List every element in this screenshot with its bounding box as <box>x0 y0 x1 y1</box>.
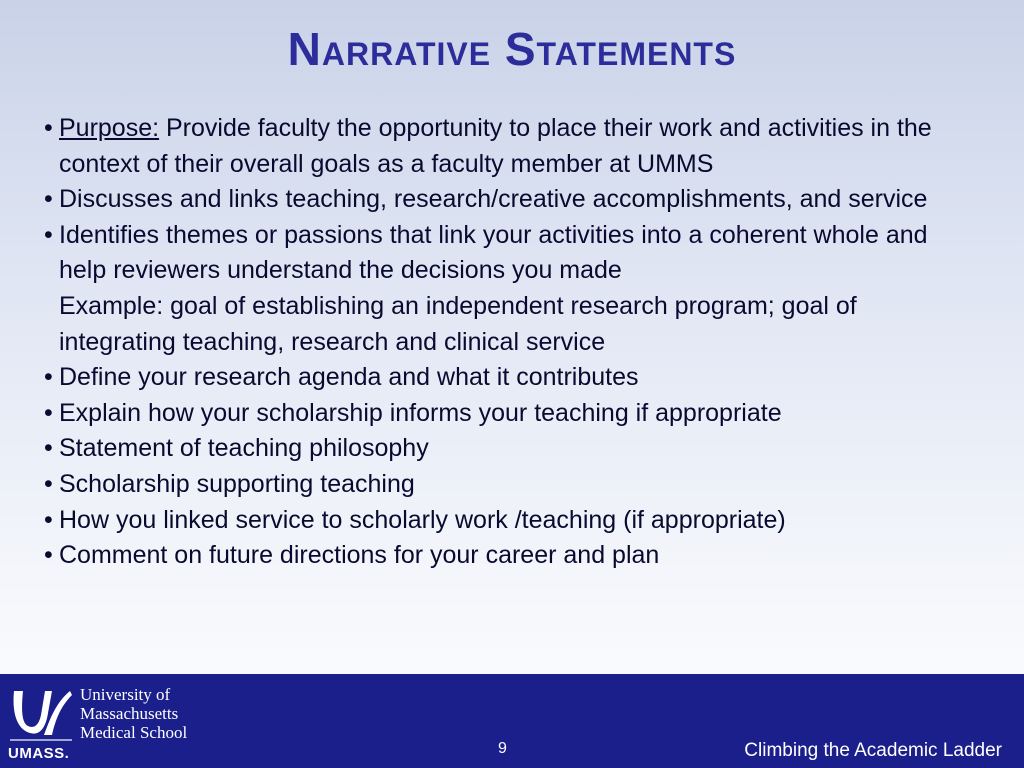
logo-line: University of <box>80 685 171 704</box>
bullet-text: Provide faculty the opportunity to place their work and activities in the context of their overall goals as a faculty member at UMMS <box>59 114 932 178</box>
bullet-text: How you linked service to scholarly work /teaching (if appropriate) <box>59 505 786 534</box>
purpose-label: Purpose: <box>59 114 160 142</box>
bullet-text: Statement of teaching philosophy <box>59 434 429 463</box>
bullet-item <box>44 396 974 432</box>
bullet-item <box>44 360 974 396</box>
footer-caption: Climbing the Academic Ladder <box>744 740 1002 761</box>
umass-wordmark: UMASS. <box>8 745 70 762</box>
bullet-item <box>44 431 974 467</box>
bullet-text: Explain how your scholarship informs your teaching if appropriate <box>59 398 782 427</box>
bullet-text: Define your research agenda and what it contributes <box>59 363 639 392</box>
logo-line: Medical School <box>80 723 188 742</box>
bullet-item <box>44 111 974 182</box>
bullet-item <box>44 182 974 218</box>
bullet-item <box>44 467 974 503</box>
umass-emblem-icon <box>8 683 74 743</box>
bullet-text: Identifies themes or passions that link your activities into a coherent whole and help reviewers understand the decisions you made <box>59 220 928 285</box>
bullet-text: Comment on future directions for your career and plan <box>59 541 660 570</box>
bullet-text: Scholarship supporting teaching <box>59 469 415 498</box>
logo-text <box>80 685 187 742</box>
bullet-list <box>44 111 974 574</box>
page-number: 9 <box>498 740 507 757</box>
bullet-item <box>44 538 974 574</box>
bullet-example: Example: goal of establishing an independent research program; goal of integrating teaching, research and clinical service <box>59 291 857 356</box>
umass-logo <box>8 683 208 763</box>
bullet-text: Discusses and links teaching, research/creative accomplishments, and service <box>59 185 928 214</box>
logo-line: Massachusetts <box>80 704 179 723</box>
slide-title: Narrative Statements <box>287 23 737 75</box>
bullet-item <box>44 218 974 360</box>
bullet-item <box>44 503 974 539</box>
footer-bar <box>0 674 1024 768</box>
